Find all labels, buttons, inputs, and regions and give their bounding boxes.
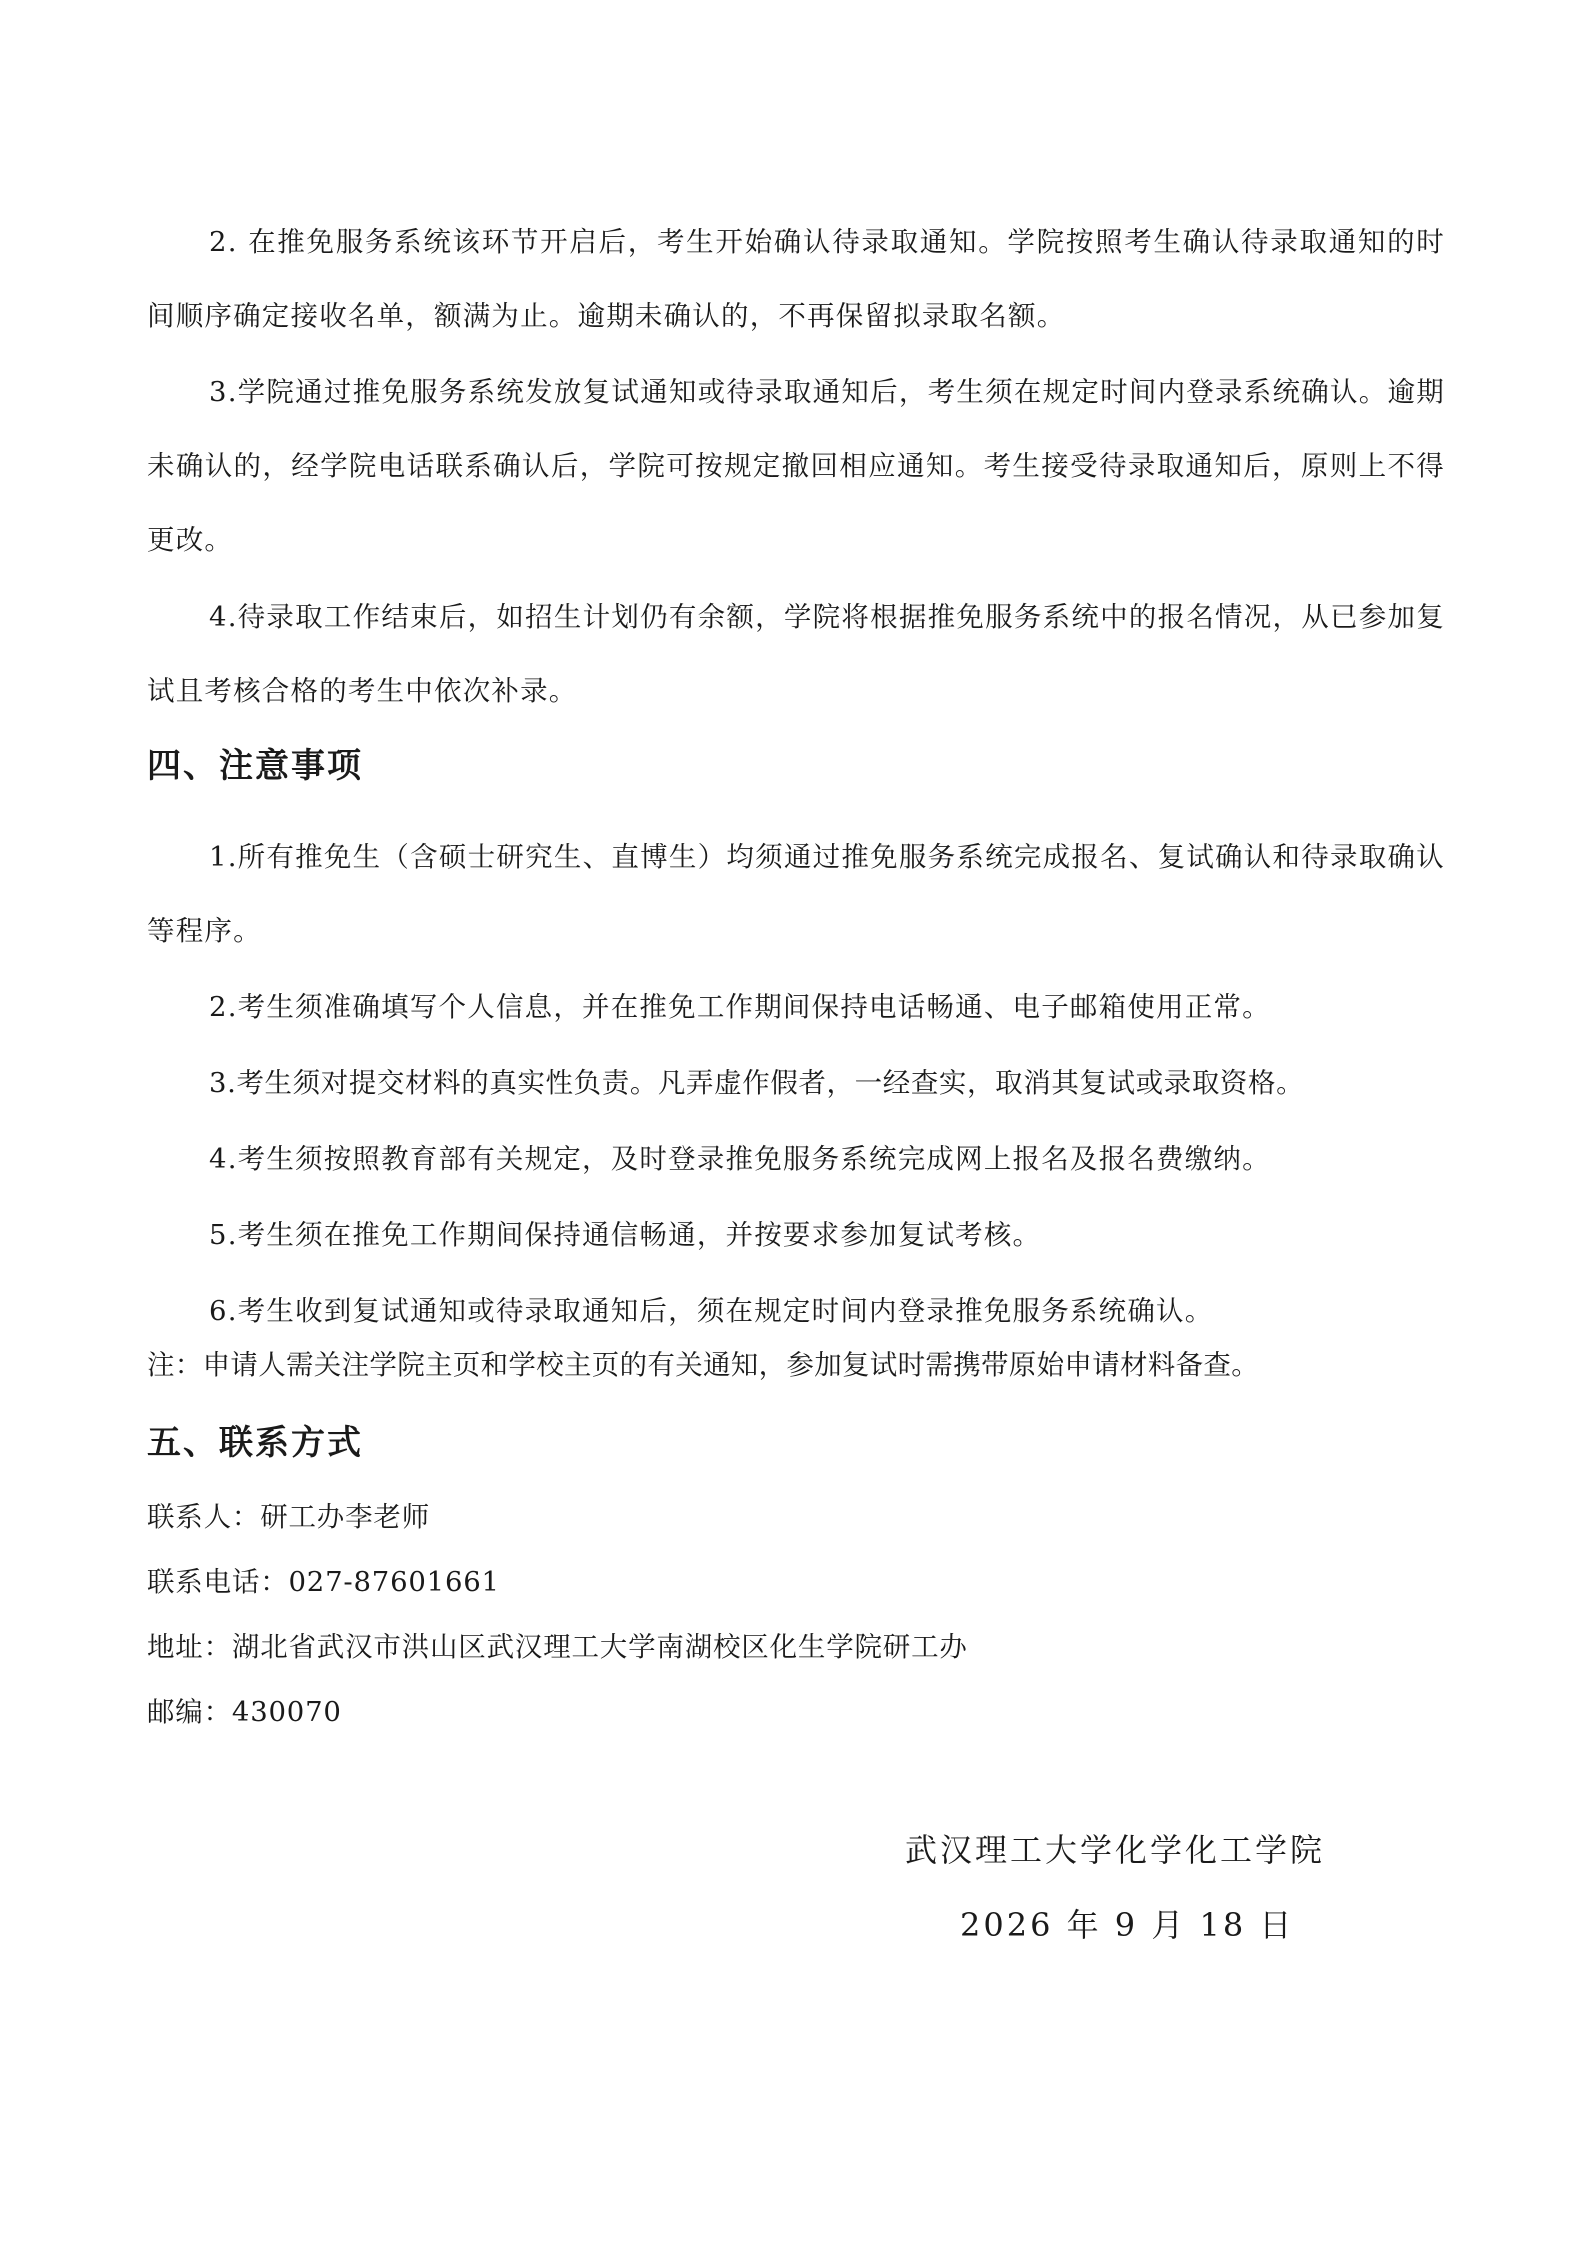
contact-person: 联系人：研工办李老师 (147, 1501, 430, 1533)
signature-organization: 武汉理工大学化学化工学院 (905, 1831, 1326, 1869)
section-heading-notes: 四、注意事项 (147, 746, 363, 786)
notes-remark: 注：申请人需关注学院主页和学校主页的有关通知，参加复试时需携带原始申请材料备查。 (147, 1349, 1259, 1381)
signature-date: 2026 年 9 月 18 日 (960, 1906, 1295, 1944)
notes-item-2: 2.考生须准确填写个人信息，并在推免工作期间保持电话畅通、电子邮箱使用正常。 (209, 991, 1271, 1023)
paragraph-item-2: 2. 在推免服务系统该环节开启后，考生开始确认待录取通知。学院按照考生确认待录取通知的时间顺序确定接收名单，额满为止。逾期未确认的，不再保留拟录取名额。 (147, 226, 1445, 332)
notes-item-5: 5.考生须在推免工作期间保持通信畅通，并按要求参加复试考核。 (209, 1219, 1042, 1251)
contact-address: 地址：湖北省武汉市洪山区武汉理工大学南湖校区化生学院研工办 (147, 1631, 968, 1663)
paragraph-item-3: 3.学院通过推免服务系统发放复试通知或待录取通知后，考生须在规定时间内登录系统确认。逾期未确认的，经学院电话联系确认后，学院可按规定撤回相应通知。考生接受待录取通知后，原则上不得更改。 (147, 376, 1445, 556)
notes-item-4: 4.考生须按照教育部有关规定，及时登录推免服务系统完成网上报名及报名费缴纳。 (209, 1143, 1271, 1175)
section-heading-contact: 五、联系方式 (147, 1423, 363, 1463)
notes-item-1: 1.所有推免生（含硕士研究生、直博生）均须通过推免服务系统完成报名、复试确认和待录取确认等程序。 (147, 841, 1445, 947)
contact-postcode: 邮编：430070 (147, 1696, 342, 1728)
notes-item-6: 6.考生收到复试通知或待录取通知后，须在规定时间内登录推免服务系统确认。 (209, 1295, 1214, 1327)
contact-phone: 联系电话：027-87601661 (147, 1566, 500, 1598)
paragraph-item-4: 4.待录取工作结束后，如招生计划仍有余额，学院将根据推免服务系统中的报名情况，从已参加复试且考核合格的考生中依次补录。 (147, 601, 1445, 707)
notes-item-3: 3.考生须对提交材料的真实性负责。凡弄虚作假者，一经查实，取消其复试或录取资格。 (209, 1067, 1305, 1099)
